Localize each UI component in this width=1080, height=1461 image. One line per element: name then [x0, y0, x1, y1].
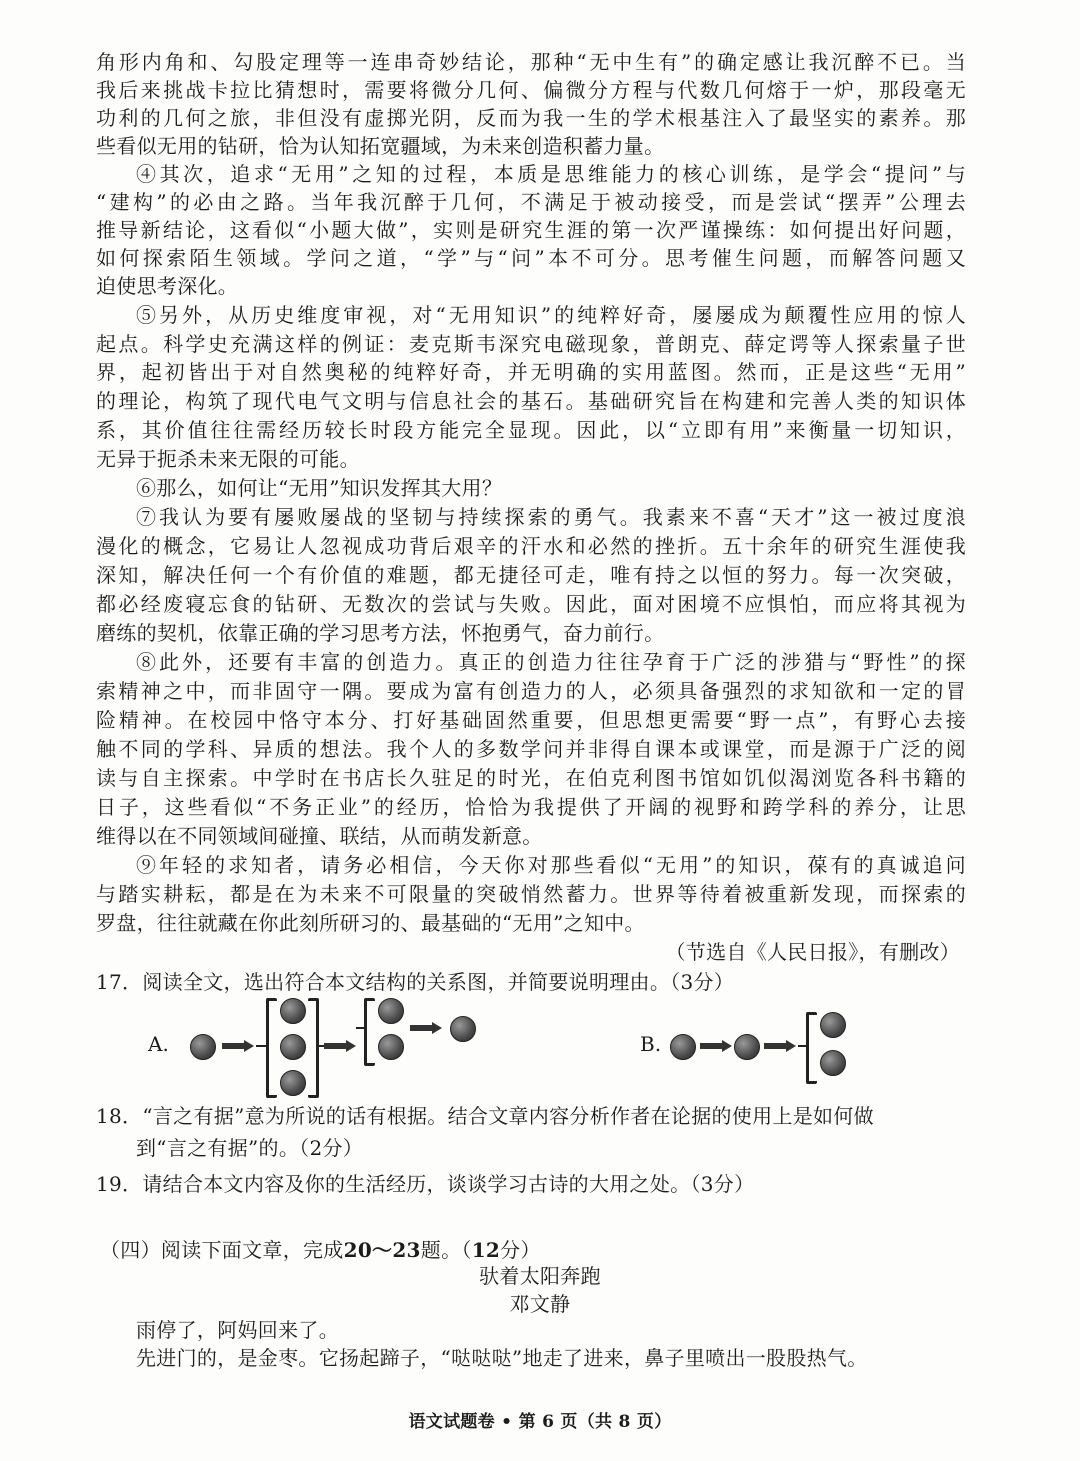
bracket-connector [316, 1045, 324, 1047]
passage-line: 罗盘，往往就藏在你此刻所研习的、最基础的“无用”之知中。 [96, 911, 645, 935]
passage-line: 日子，这些看似“不务正业”的经历，恰恰为我提供了开阔的视野和跨学科的养分，让思 [96, 795, 966, 819]
passage-line: 都必经废寝忘食的钻研、无数次的尝试与失败。因此，面对困境不应惧怕，而应将其视为 [96, 592, 966, 616]
circle-node-icon [280, 1070, 306, 1096]
passage-line: ⑦我认为要有屡败屡战的坚韧与持续探索的勇气。我素来不喜“天才”这一被过度浪 [136, 505, 966, 529]
passage-line: 索精神之中，而非固守一隅。要成为富有创造力的人，必须具备强烈的求知欲和一定的冒 [96, 679, 966, 703]
section-4-heading [100, 1236, 541, 1264]
square-bracket-icon [266, 998, 277, 1098]
double-right-arrow-icon [410, 1022, 442, 1034]
passage-line: ⑨年轻的求知者，请务必相信，今天你对那些看似“无用”的知识，葆有的真诚追问 [136, 853, 966, 877]
passage-line: ⑧此外，还要有丰富的创造力。真正的创造力往往孕育于广泛的涉猎与“野性”的探 [136, 650, 966, 674]
passage-line: 我后来挑战卡拉比猜想时，需要将微分几何、偏微分方程与代数几何熔于一炉，那段毫无 [96, 78, 966, 102]
double-right-arrow-icon [700, 1040, 732, 1052]
passage-source: （节选自《人民日报》，有删改） [665, 940, 960, 964]
passage-line: 读与自主探索。中学时在书店长久驻足的时光，在伯克利图书馆如饥似渴浏览各科书籍的 [96, 766, 966, 790]
passage-line: 维得以在不同领域间碰撞、联结，从而萌发新意。 [96, 824, 543, 848]
bracket-connector [256, 1045, 266, 1047]
passage-line: 的理论，构筑了现代电气文明与信息社会的基石。基础研究旨在构建和完善人类的知识体 [96, 389, 966, 413]
circle-node-icon [378, 998, 404, 1024]
passage-line: 漫化的概念，它易让人忽视成功背后艰辛的汗水和必然的挫折。五十余年的研究生涯使我 [96, 534, 966, 558]
passage-line: ⑤另外，从历史维度审视，对“无用知识”的纯粹好奇，屡屡成为颠覆性应用的惊人 [136, 303, 966, 327]
option-b-label: B. [640, 1032, 662, 1056]
double-right-arrow-icon [222, 1040, 254, 1052]
question-19: 19．请结合本文内容及你的生活经历，谈谈学习古诗的大用之处。（3分） [96, 1172, 755, 1196]
structure-diagram [140, 992, 960, 1098]
double-right-arrow-icon [764, 1040, 796, 1052]
circle-node-icon [190, 1034, 216, 1060]
circle-node-icon [670, 1034, 696, 1060]
circle-node-icon [280, 1034, 306, 1060]
section-heading-text: （四）阅读下面文章，完成 [100, 1238, 344, 1262]
circle-node-icon [450, 1016, 476, 1042]
circle-node-icon [280, 998, 306, 1024]
passage-line: 触不同的学科、异质的想法。我个人的多数学问并非得自课本或课堂，而是源于广泛的阅 [96, 737, 966, 761]
section-heading-text: 题。（ [420, 1238, 472, 1262]
circle-node-icon [734, 1034, 760, 1060]
page-footer: 语文试题卷 • 第 6 页（共 8 页） [408, 1412, 672, 1432]
passage-line: 如何探索陌生领域。学问之道，“学”与“问”本不可分。思考催生问题，而解答问题又 [96, 246, 966, 270]
double-right-arrow-icon [324, 1040, 356, 1052]
points-value: 12 [471, 1238, 501, 1262]
passage-line: ⑥那么，如何让“无用”知识发挥其大用？ [136, 476, 503, 500]
question-range: 20～23 [343, 1238, 421, 1262]
passage-line: 迫使思考深化。 [96, 274, 239, 298]
passage-line: 磨练的契机，依靠正确的学习思考方法，怀抱勇气，奋力前行。 [96, 621, 665, 645]
passage-line: 起点。科学史充满这样的例证：麦克斯韦深究电磁现象，普朗克、薛定谔等人探索量子世 [96, 332, 966, 356]
question-18: 18．“言之有据”意为所说的话有根据。结合文章内容分析作者在论据的使用上是如何做 [96, 1104, 874, 1128]
bracket-connector [798, 1045, 806, 1047]
bracket-connector [356, 1027, 364, 1029]
passage-line: 推导新结论，这看似“小题大做”，实则是研究生涯的第一次严谨操练：如何提出好问题， [96, 218, 966, 242]
passage-line: 深知，解决任何一个有价值的难题，都无捷径可走，唯有持之以恒的努力。每一次突破， [96, 563, 966, 587]
passage-line: ④其次，追求“无用”之知的过程，本质是思维能力的核心训练，是学会“提问”与 [136, 162, 966, 186]
passage-line: “建构”的必由之路。当年我沉醉于几何，不满足于被动接受，而是尝试“摆弄”公理去 [96, 190, 966, 214]
passage-line: 与踏实耕耘，都是在为未来不可限量的突破悄然蓄力。世界等待着被重新发现，而探索的 [96, 882, 966, 906]
passage-line: 险精神。在校园中恪守本分、打好基础固然重要，但思想更需要“野一点”，有野心去接 [96, 708, 966, 732]
passage-line: 无异于扼杀未来无限的可能。 [96, 447, 360, 471]
article-title: 驮着太阳奔跑 [479, 1264, 601, 1288]
circle-node-icon [378, 1034, 404, 1060]
circle-node-icon [820, 1050, 846, 1076]
passage-line: 些看似无用的钻研，恰为认知拓宽疆域，为未来创造积蓄力量。 [96, 134, 665, 158]
article-line: 雨停了，阿妈回来了。 [136, 1318, 339, 1342]
square-bracket-icon [364, 998, 375, 1066]
section-heading-text: 分） [500, 1238, 541, 1262]
article-author: 邓文静 [509, 1292, 571, 1316]
option-a-label: A. [148, 1032, 169, 1056]
passage-line: 系，其价值往往需经历较长时段方能完全显现。因此，以“立即有用”来衡量一切知识， [96, 418, 966, 442]
question-18-continued: 到“言之有据”的。（2分） [136, 1136, 364, 1160]
passage-line: 角形内角和、勾股定理等一连串奇妙结论，那种“无中生有”的确定感让我沉醉不已。当 [96, 50, 966, 74]
square-bracket-icon [308, 998, 319, 1098]
passage-line: 功利的几何之旅，非但没有虚掷光阴，反而为我一生的学术根基注入了最坚实的素养。那 [96, 106, 966, 130]
article-line: 先进门的，是金枣。它扬起蹄子，“哒哒哒”地走了进来，鼻子里喷出一股股热气。 [136, 1346, 868, 1370]
circle-node-icon [820, 1012, 846, 1038]
question-17: 17．阅读全文，选出符合本文结构的关系图，并简要说明理由。（3分） [96, 970, 735, 994]
square-bracket-icon [806, 1012, 817, 1084]
passage-line: 界，起初皆出于对自然奥秘的纯粹好奇，并无明确的实用蓝图。然而，正是这些“无用” [96, 360, 966, 384]
